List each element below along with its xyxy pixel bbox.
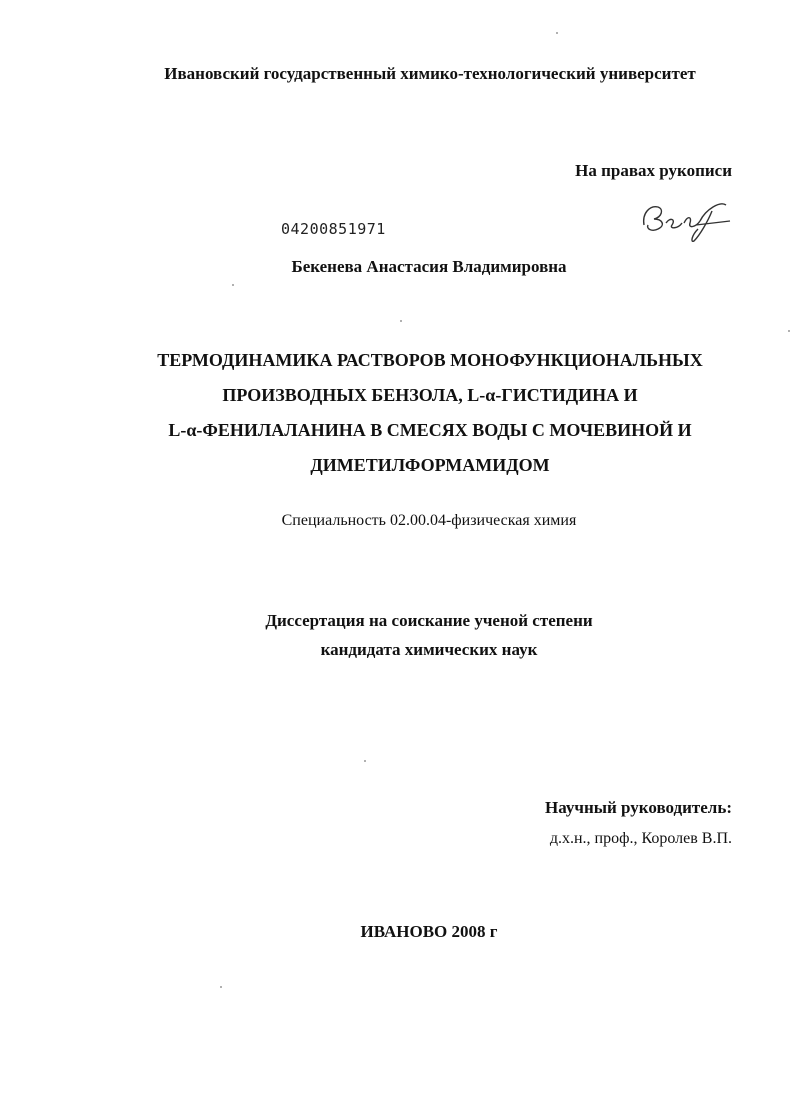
scan-speck: [400, 320, 402, 322]
scan-speck: [232, 284, 234, 286]
supervisor-name: д.х.н., проф., Королев В.П.: [549, 830, 732, 847]
signature-stroke: [644, 207, 663, 231]
scan-speck: [364, 760, 366, 762]
title-line: ДИМЕТИЛФОРМАМИДОМ: [310, 455, 550, 475]
rights-note: На правах рукописи: [575, 161, 732, 180]
author-name: Бекенева Анастасия Владимировна: [291, 257, 567, 276]
specialty: Специальность 02.00.04-физическая химия: [281, 512, 577, 529]
scan-speck: [788, 330, 790, 332]
dissertation-title: [100, 343, 760, 483]
catalog-number: 04200851971: [281, 220, 386, 238]
signature-stroke: [696, 221, 730, 225]
scan-speck: [220, 986, 222, 988]
degree-statement: [0, 606, 794, 664]
university-name: Ивановский государственный химико-технологический университет: [164, 64, 696, 83]
city-year: ИВАНОВО 2008 г: [360, 922, 498, 941]
scan-speck: [556, 32, 558, 34]
title-line: L-α-ФЕНИЛАЛАНИНА В СМЕСЯХ ВОДЫ С МОЧЕВИНОЙ И: [168, 420, 692, 440]
degree-line: кандидата химических наук: [320, 640, 538, 659]
title-line: ТЕРМОДИНАМИКА РАСТВОРОВ МОНОФУНКЦИОНАЛЬНЫХ: [157, 350, 703, 370]
degree-line: Диссертация на соискание ученой степени: [265, 611, 593, 630]
supervisor-label: Научный руководитель:: [545, 798, 732, 817]
signature-stroke: [666, 219, 682, 227]
title-line: ПРОИЗВОДНЫХ БЕНЗОЛА, L-α-ГИСТИДИНА И: [222, 385, 638, 405]
handwritten-signature: [636, 195, 736, 245]
